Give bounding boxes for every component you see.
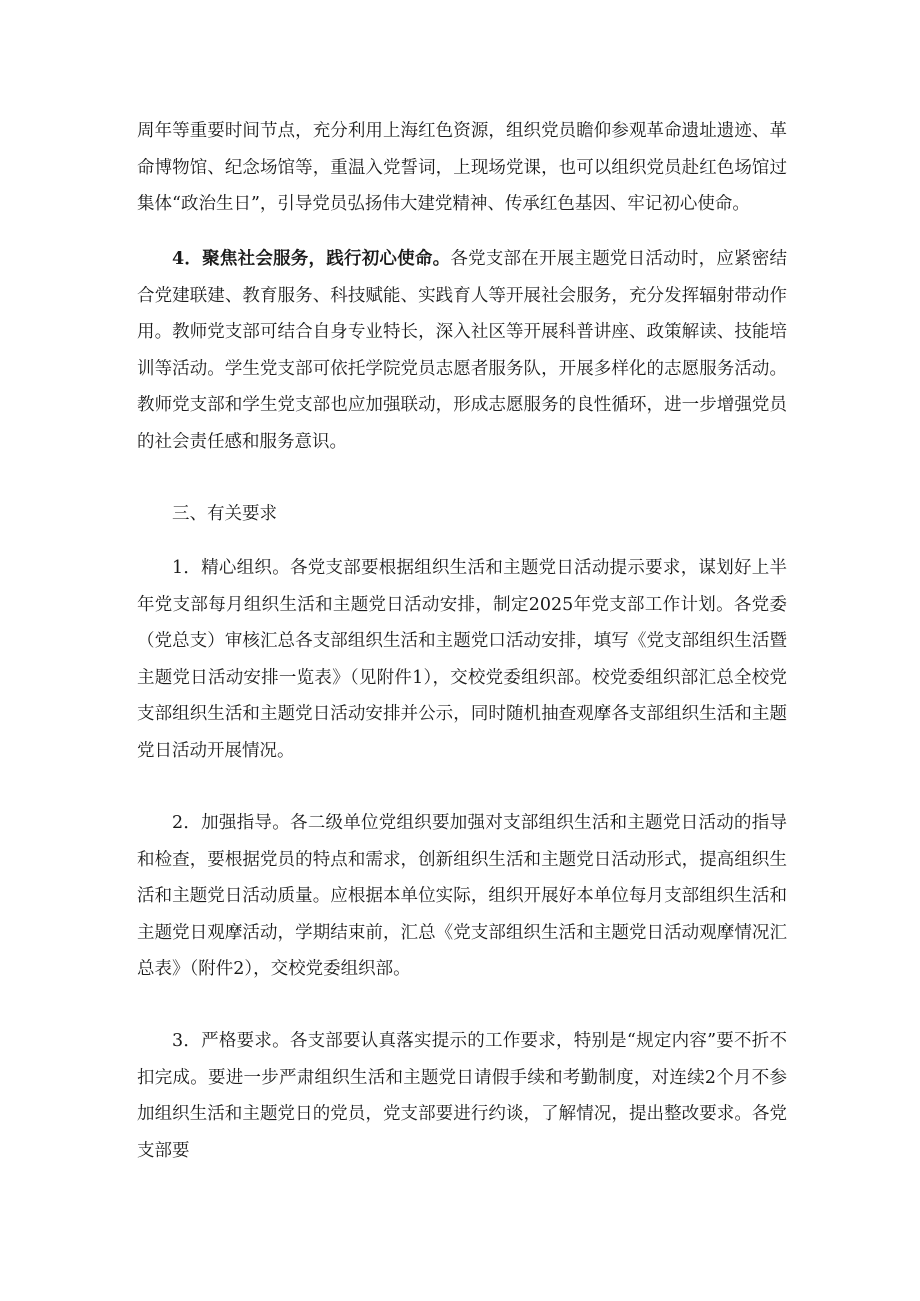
- paragraph-red-resources: [137, 113, 787, 223]
- section-heading-requirements: [137, 496, 787, 533]
- paragraph-text: 各党支部在开展主题党日活动时，应紧密结合党建联建、教育服务、科技赋能、实践育人等开展社会服务，充分发挥辐射带动作用。教师党支部可结合自身专业特长，深入社区等开展科普讲座、政策解读、技能培训等活动。学生党支部可依托学院党员志愿者服务队，开展多样化的志愿服务活动。教师党支部和学生党支部也应加强联动，形成志愿服务的良性循环，进一步增强党员的社会责任感和服务意识。: [137, 249, 787, 452]
- paragraph-guidance: [137, 805, 787, 988]
- paragraph-text: 3．严格要求。各支部要认真落实提示的工作要求，特别是“规定内容”要不折不扣完成。要进一步严肃组织生活和主题党日请假手续和考勤制度，对连续2个月不参加组织生活和主题党日的党员，党支部要进行约谈，了解情况，提出整改要求。各党支部要: [137, 1031, 787, 1161]
- paragraph-strict-requirements: [137, 1023, 787, 1169]
- paragraph-careful-organization: [137, 550, 787, 769]
- section-heading-text: 三、有关要求: [172, 504, 277, 524]
- paragraph-text: 1．精心组织。各党支部要根据组织生活和主题党日活动提示要求，谋划好上半年党支部每月组织生活和主题党日活动安排，制定2025年党支部工作计划。各党委（党总支）审核汇总各支部组织生活和主题党口活动安排，填写《党支部组织生活暨主题党日活动安排一览表》（见附件1），交校党委组织部。校党委组织部汇总全校党支部组织生活和主题党日活动安排并公示，同时随机抽查观摩各支部组织生活和主题党日活动开展情况。: [137, 558, 787, 761]
- paragraph-lead-heading: 4．聚焦社会服务，践行初心使命。: [172, 249, 451, 269]
- paragraph-text: 2．加强指导。各二级单位党组织要加强对支部组织生活和主题党日活动的指导和检查，要根据党员的特点和需求，创新组织生活和主题党日活动形式，提高组织生活和主题党日活动质量。应根据本单位实际，组织开展好本单位每月支部组织生活和主题党日观摩活动，学期结束前，汇总《党支部组织生活和主题党日活动观摩情况汇总表》（附件2），交校党委组织部。: [137, 813, 787, 979]
- paragraph-text: 周年等重要时间节点，充分利用上海红色资源，组织党员瞻仰参观革命遗址遗迹、革命博物馆、纪念场馆等，重温入党誓词，上现场党课，也可以组织党员赴红色场馆过集体“政治生日”，引导党员弘扬伟大建党精神、传承红色基因、牢记初心使命。: [137, 121, 787, 214]
- paragraph-social-service: [137, 241, 787, 460]
